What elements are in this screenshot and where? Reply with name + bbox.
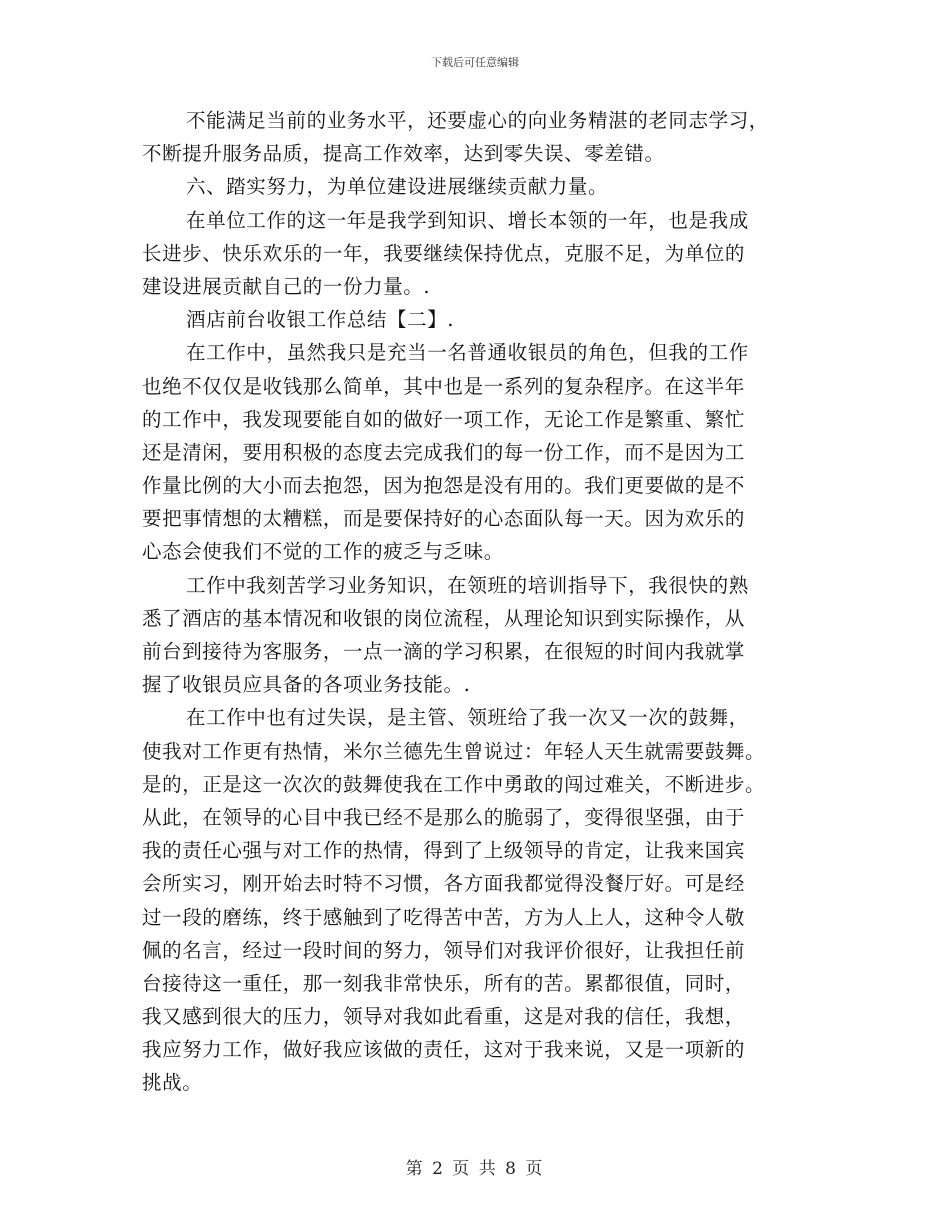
body-text-line: 在单位工作的这一年是我学到知识、增长本领的一年，也是我成 bbox=[186, 208, 749, 232]
document-body bbox=[142, 104, 802, 1100]
body-text-line: 前台到接待为客服务，一点一滴的学习积累，在很短的时间内我就掌 bbox=[142, 640, 746, 663]
body-text-line: 使我对工作更有热情，米尔兰德先生曾说过：年轻人天生就需要鼓舞。 bbox=[142, 739, 766, 763]
body-text-line: 从此，在领导的心目中我已经不是那么的脆弱了，变得很坚强，由于 bbox=[142, 805, 746, 829]
body-text-line: 在工作中也有过失误，是主管、领班给了我一次又一次的鼓舞， bbox=[186, 706, 749, 730]
body-text-line: 台接待这一重任，那一刻我非常快乐，所有的苦。累都很值，同时， bbox=[142, 971, 746, 995]
page-number-footer: 第 2 页 共 8 页 bbox=[405, 1159, 545, 1179]
body-text-line: 也绝不仅仅是收钱那么简单，其中也是一系列的复杂程序。在这半年 bbox=[142, 374, 746, 398]
body-text-line: 悉了酒店的基本情况和收银的岗位流程，从理论知识到实际操作，从 bbox=[142, 606, 746, 630]
body-text-line: 佩的名言，经过一段时间的努力，领导们对我评价很好，让我担任前 bbox=[142, 938, 746, 962]
body-text-line: 我的责任心强与对工作的热情，得到了上级领导的肯定，让我来国宾 bbox=[142, 839, 746, 863]
body-text-line: 六、踏实努力，为单位建设进展继续贡献力量。 bbox=[186, 175, 609, 199]
body-text-line: 会所实习，刚开始去时特不习惯，各方面我都觉得没餐厅好。可是经 bbox=[142, 872, 746, 896]
body-text-line: 挑战。 bbox=[142, 1071, 203, 1095]
page-header-note: 下载后可任意编辑 bbox=[431, 56, 519, 69]
body-text-line: 还是清闲，要用积极的态度去完成我们的每一份工作，而不是因为工 bbox=[142, 440, 746, 464]
body-text-line: 不能满足当前的业务水平，还要虚心的向业务精湛的老同志学习， bbox=[186, 109, 769, 132]
body-text-line: 作量比例的大小而去抱怨，因为抱怨是没有用的。我们更要做的是不 bbox=[142, 474, 746, 498]
body-text-line: 在工作中，虽然我只是充当一名普通收银员的角色，但我的工作 bbox=[186, 341, 749, 365]
body-text-line: 工作中我刻苦学习业务知识，在领班的培训指导下，我很快的熟 bbox=[186, 573, 749, 597]
body-text-line: 我应努力工作，做好我应该做的责任，这对于我来说，又是一项新的 bbox=[142, 1038, 746, 1062]
body-text-line: 握了收银员应具备的各项业务技能。. bbox=[142, 673, 471, 697]
body-text-line: 酒店前台收银工作总结【二】. bbox=[186, 308, 455, 332]
body-text-line: 是的，正是这一次次的鼓舞使我在工作中勇敢的闯过难关，不断进步。 bbox=[142, 772, 766, 796]
body-text-line: 过一段的磨练，终于感触到了吃得苦中苦，方为人上人，这种令人敬 bbox=[142, 905, 746, 929]
body-text-line: 不断提升服务品质，提高工作效率，达到零失误、零差错。 bbox=[142, 142, 665, 166]
body-text-line: 长进步、快乐欢乐的一年，我要继续保持优点，克服不足，为单位的 bbox=[142, 241, 746, 265]
body-text-line: 的工作中，我发现要能自如的做好一项工作，无论工作是繁重、繁忙 bbox=[142, 407, 746, 431]
body-text-line: 建设进展贡献自己的一份力量。. bbox=[142, 274, 431, 298]
body-text-line: 要把事情想的太糟糕，而是要保持好的心态面队每一天。因为欢乐的 bbox=[142, 507, 746, 531]
body-text-line: 我又感到很大的压力，领导对我如此看重，这是对我的信任，我想， bbox=[142, 1005, 746, 1029]
body-text-line: 心态会使我们不觉的工作的疲乏与乏味。 bbox=[142, 540, 504, 564]
